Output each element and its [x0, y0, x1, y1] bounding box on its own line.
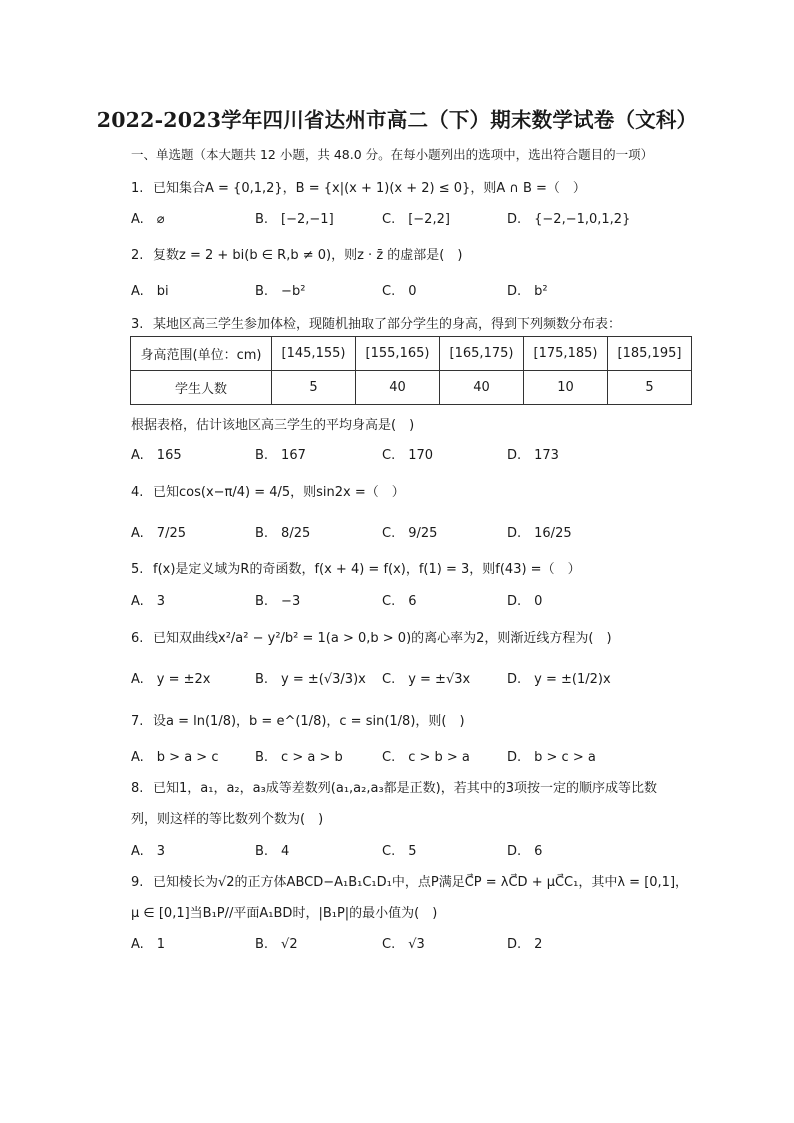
table-row [131, 371, 692, 405]
question-7-options [131, 746, 731, 766]
option-b: B. y = ±(√3/3)x [255, 672, 366, 687]
question-number: 2. [131, 248, 144, 263]
option-a: A. ⌀ [131, 212, 165, 227]
option-c: C. c > b > a [382, 750, 470, 765]
question-4-options [131, 522, 731, 542]
question-9-stem-continued: μ ∈ [0,1]当B₁P//平面A₁BD时，|B₁P|的最小值为( ) [131, 906, 438, 921]
question-3 [131, 313, 621, 332]
option-a: A. 3 [131, 594, 166, 609]
question-3-stem-continued: 根据表格，估计该地区高三学生的平均身高是( ) [131, 418, 415, 433]
question-6 [131, 627, 612, 646]
option-a: A. y = ±2x [131, 672, 211, 687]
question-number: 3. [131, 317, 144, 332]
option-a: A. 1 [131, 937, 166, 952]
option-d: D. 16/25 [507, 526, 572, 541]
question-5-options [131, 590, 731, 610]
option-d: D. 6 [507, 844, 543, 859]
table-cell: 5 [608, 371, 692, 405]
question-number: 5. [131, 562, 144, 577]
question-number: 6. [131, 631, 144, 646]
option-c: C. 5 [382, 844, 417, 859]
table-cell: [165,175) [440, 337, 524, 371]
question-1 [131, 177, 586, 196]
question-7 [131, 710, 465, 729]
table-cell: 学生人数 [131, 371, 272, 405]
option-b: B. 167 [255, 448, 306, 463]
option-b: B. −b² [255, 284, 306, 299]
table-cell: 5 [272, 371, 356, 405]
option-a: A. 165 [131, 448, 182, 463]
table-cell: [185,195] [608, 337, 692, 371]
option-b: B. 8/25 [255, 526, 311, 541]
table-cell: [145,155) [272, 337, 356, 371]
question-number: 8. [131, 781, 144, 796]
option-d: D. y = ±(1/2)x [507, 672, 611, 687]
option-d: D. b² [507, 284, 548, 299]
option-d: D. 2 [507, 937, 543, 952]
option-c: C. 6 [382, 594, 417, 609]
table-cell: [175,185) [524, 337, 608, 371]
question-2 [131, 244, 462, 263]
option-d: D. 173 [507, 448, 559, 463]
option-b: B. −3 [255, 594, 301, 609]
question-8-options [131, 840, 731, 860]
option-b: B. c > a > b [255, 750, 343, 765]
question-3-options [131, 444, 731, 464]
question-8-stem-continued: 列，则这样的等比数列个数为( ) [131, 812, 324, 827]
option-d: D. b > c > a [507, 750, 596, 765]
option-d: D. 0 [507, 594, 543, 609]
question-stem: 设a = ln(1/8)，b = e^(1/8)，c = sin(1/8)，则( ) [153, 714, 465, 729]
option-c: C. 9/25 [382, 526, 438, 541]
option-c: C. y = ±√3x [382, 672, 471, 687]
option-a: A. bi [131, 284, 169, 299]
option-c: C. [−2,2] [382, 212, 450, 227]
table-cell: 40 [356, 371, 440, 405]
option-c: C. √3 [382, 937, 425, 952]
option-a: A. b > a > c [131, 750, 219, 765]
question-6-options [131, 668, 731, 688]
option-b: B. 4 [255, 844, 290, 859]
question-9 [131, 871, 688, 890]
question-9-options [131, 933, 731, 953]
question-number: 4. [131, 485, 144, 500]
table-cell: 40 [440, 371, 524, 405]
option-b: B. [−2,−1] [255, 212, 334, 227]
question-stem: f(x)是定义域为R的奇函数，f(x + 4) = f(x)，f(1) = 3，则f(43) =（ ） [153, 562, 581, 577]
question-1-options [131, 208, 731, 228]
option-b: B. √2 [255, 937, 298, 952]
question-5 [131, 558, 581, 577]
option-d: D. {−2,−1,0,1,2} [507, 212, 631, 227]
question-stem: 已知1，a₁，a₂，a₃成等差数列(a₁,a₂,a₃都是正数)，若其中的3项按一定的顺序成等比数 [153, 781, 658, 796]
option-a: A. 3 [131, 844, 166, 859]
question-stem: 复数z = 2 + bi(b ∈ R,b ≠ 0)，则z · z̄ 的虚部是( ) [153, 248, 463, 263]
option-a: A. 7/25 [131, 526, 186, 541]
question-number: 7. [131, 714, 144, 729]
question-4 [131, 481, 405, 500]
question-8 [131, 777, 657, 796]
table-row [131, 337, 692, 371]
exam-title: 2022-2023学年四川省达州市高二（下）期末数学试卷（文科） [96, 108, 698, 132]
table-cell: 10 [524, 371, 608, 405]
option-c: C. 170 [382, 448, 434, 463]
table-cell: [155,165) [356, 337, 440, 371]
section-heading: 一、单选题（本大题共 12 小题，共 48.0 分。在每小题列出的选项中，选出符合题目的一项） [131, 147, 654, 162]
question-number: 1. [131, 181, 144, 196]
question-number: 9. [131, 875, 144, 890]
question-stem: 已知双曲线x²/a² − y²/b² = 1(a > 0,b > 0)的离心率为2，则渐近线方程为( ) [153, 631, 612, 646]
frequency-table [130, 336, 692, 405]
question-2-options [131, 280, 731, 300]
table-cell: 身高范围(单位：cm) [131, 337, 272, 371]
question-stem: 已知cos(x−π/4) = 4/5，则sin2x =（ ） [153, 485, 405, 500]
option-c: C. 0 [382, 284, 417, 299]
question-stem: 已知集合A = {0,1,2}，B = {x|(x + 1)(x + 2) ≤ 0}，则A ∩ B =（ ） [153, 181, 586, 196]
question-stem: 某地区高三学生参加体检，现随机抽取了部分学生的身高，得到下列频数分布表： [153, 317, 622, 332]
question-stem: 已知棱长为√2的正方体ABCD−A₁B₁C₁D₁中，点P满足C⃗P = λC⃗D + μC⃗C₁，其中λ = [0,1]， [153, 875, 689, 890]
